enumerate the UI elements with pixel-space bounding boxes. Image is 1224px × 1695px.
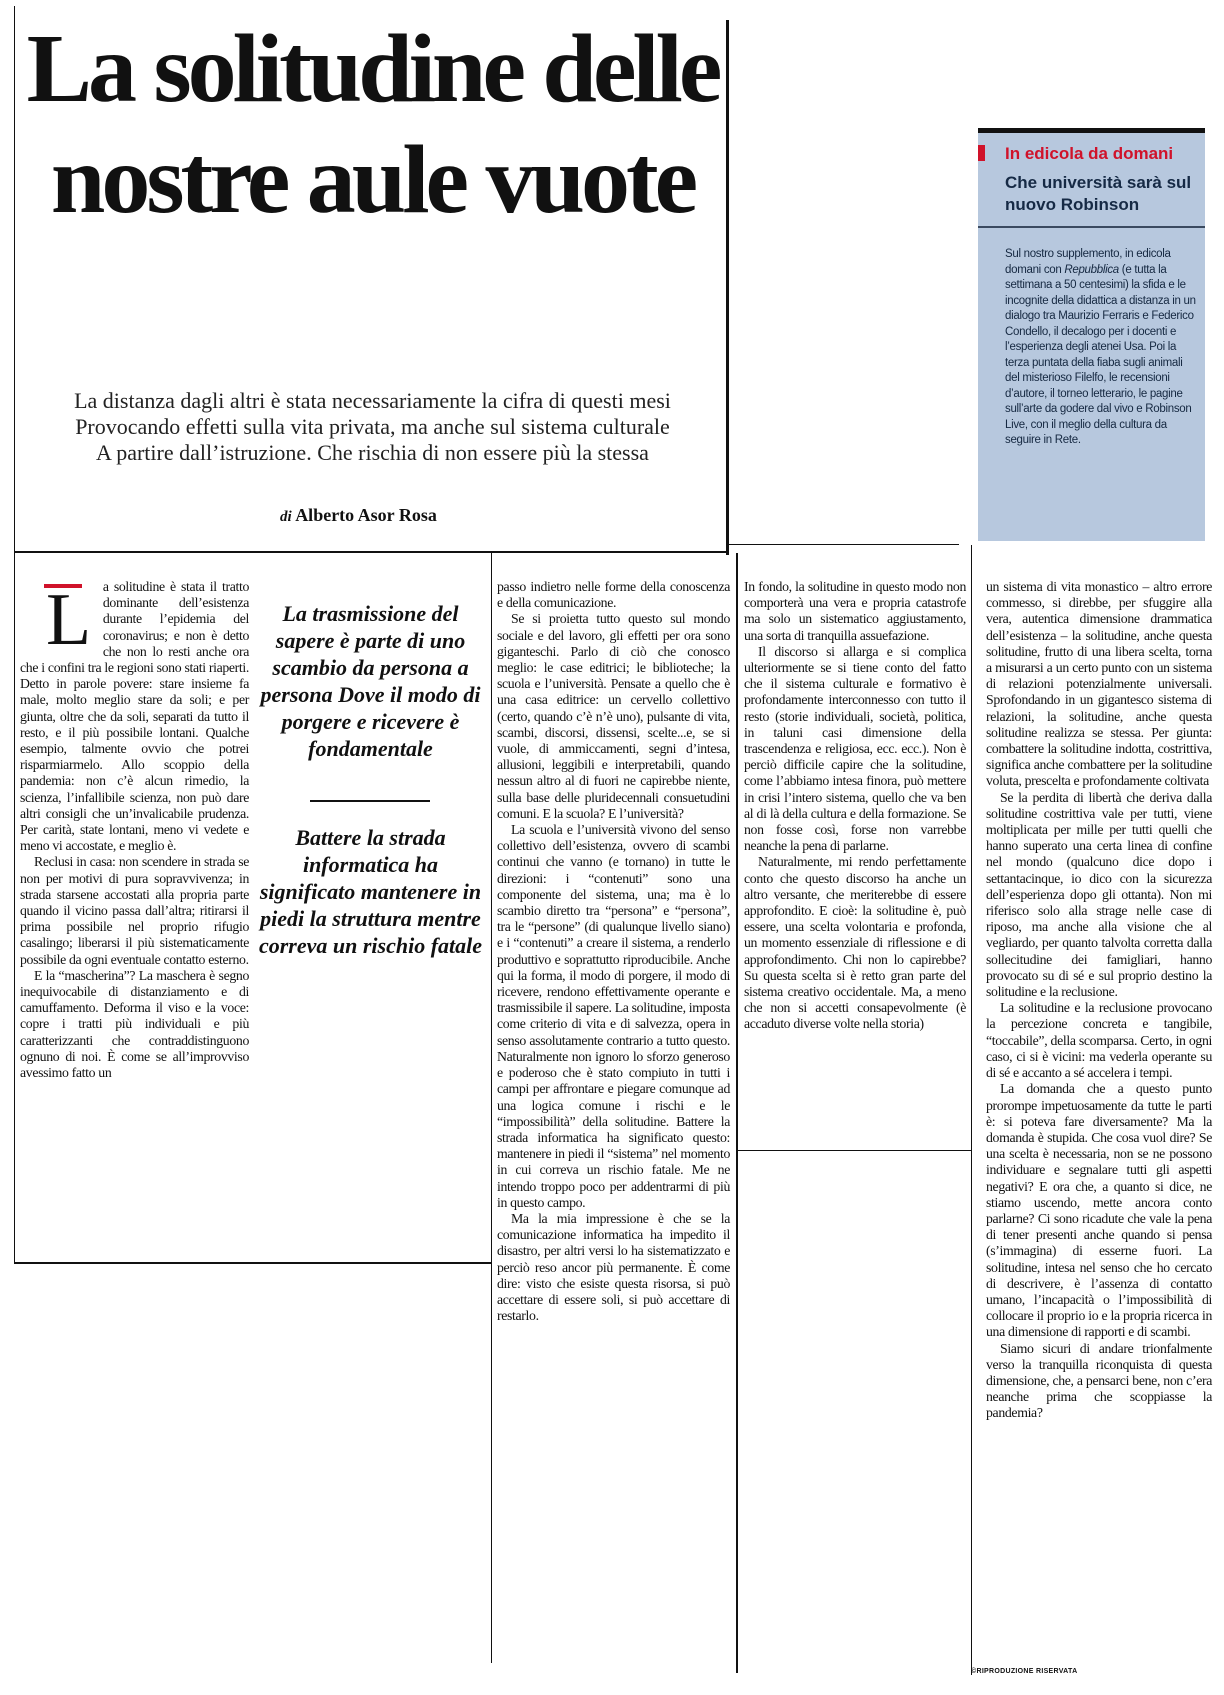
article-title: La solitudine delle nostre aule vuote [26, 15, 719, 234]
col-divider-3 [971, 545, 972, 1675]
article-column-2 [497, 579, 730, 1324]
header-bottom-rule [14, 551, 728, 553]
promo-body-italic: Repubblica [1064, 263, 1119, 276]
robinson-promo-box [978, 128, 1205, 541]
drop-cap: L [46, 579, 91, 661]
article-paragraph: La scuola e l’università vivono del senso collettivo dell’esistenza, ovvero di scambi continui che vanno (e tornano) in tutte le direzioni: i “contenuti” sono una componente del sistema, una; ma è lo scambio diretto tra “persona” e “persona”, tra le “persone” (di qualunque livello siano) e i “contenuti” a creare il sistema, a renderlo produttivo e soprattutto riproducibile. Anche qui la forma, il modo di porgere, il modo di ricevere, rendono effettivamente operante e trasmissibile il sapere. La solitudine, imposta come criterio di vita e di salvezza, opera in senso assolutamente contrario a tutto questo. Naturalmente non ignoro lo sforzo generoso e poderoso che è stato compiuto in tutti i campi per affrontare e piegare comunque ad una logica comune i rischi e le “impossibilità” della solitudine. Battere la strada informatica ha significato questo: mantenere in piedi il “sistema” nel momento in cui correva un rischio fatale. Me ne intendo troppo poco per addentrarmi di più in questo campo. [497, 822, 730, 1210]
article-paragraph: Ma la mia impressione è che se la comunicazione informatica ha impedito il disastro, per altri versi lo ha sistematizzato e perciò reso ancor più permanente. È come dire: visto che esiste questa risorsa, si può accettare di essere soli, si può accettare di restarlo. [497, 1210, 730, 1324]
article-paragraph: Naturalmente, mi rendo perfettamente conto che questo discorso ha anche un altro versante, che meriterebbe di essere approfondito. E cioè: la solitudine è, può essere, una scelta volontaria e profonda, un momento essenziale di riflessione e di approfondimento. Chi non lo capirebbe? Su questa scelta si è retto gran parte del sistema creativo occidentale. Ma, a meno che non si accetti consapevolmente (è accaduto diverse volte nella storia) [744, 854, 966, 1032]
subtitle-line: Provocando effetti sulla vita privata, ma anche sul sistema culturale [75, 414, 670, 439]
article-paragraph: a solitudine è stata il tratto dominante dell’esistenza durante l’epidemia del coronavirus; e non è detto che non lo resti anche ora che i confini tra le regioni sono stati riaperti. Detto in parole povere: stare insieme fa male, molto meglio stare da soli; e per giunta, oltre che da soli, separati da tutto il resto, e il più possibile lontani. Qualche esempio, talmente ovvio che potrei risparmiarmelo. Allo scoppio della pandemia: non c’è alcun rimedio, la scienza, l’infallibile scienza, non può dare altri consigli che un’invalicabile prudenza. Per carità, state lontani, meno vi vedete e meno vi accostate, e meglio è. [20, 579, 249, 854]
promo-red-marker [978, 145, 985, 161]
pull-quote-divider [310, 800, 430, 802]
article-paragraph: Il discorso si allarga e si complica ulteriormente se si tiene conto del fatto che il sistema culturale e formativo è profondamente interconnesso con tutto il resto (storie individuali, società, politica, in taluni casi dimensione della trascendenza e religiosa, ecc. ecc.). Non è perciò difficile capire che la solitudine, come l’abbiamo intesa finora, può mettere in crisi l’intero sistema, quello che va ben al di là della cultura e della formazione. Se non fosse così, forse non varrebbe neanche la pena di parlarne. [744, 643, 966, 854]
article-column-1 [20, 579, 249, 1081]
article-paragraph: Siamo sicuri di andare trionfalmente verso la tranquilla riconquista di questa dimensione, che, a pensarci bene, non c’era neanche prima che scoppiasse la pandemia? [986, 1340, 1212, 1421]
promo-kicker: In edicola da domani [1005, 144, 1174, 163]
article-column-3 [744, 579, 966, 1033]
article-column-4 [986, 579, 1212, 1422]
article-paragraph: In fondo, la solitudine in questo modo non comporterà una vera e propria catastrofe ma solo un sistematico aggiustamento, una sorta di tranquilla assuefazione. [744, 579, 966, 643]
article-paragraph: La domanda che a questo punto prorompe impetuosamente da tutte le parti è: si poteva fare diversamente? Ma la domanda è stupida. Che cosa vuol dire? Se una scelta è necessaria, non se ne possono individuare e segnalare tutti gli aspetti negativi? E ora che, a quanto si dice, ne stiamo uscendo, mette ancora conto parlarne? Ci sono ricadute che vale la pena di tener presenti anche quando si pensa (s’immagina) di esserne fuori. La solitudine, intesa nel senso che ho cercato di descrivere, è l’assenza di contatto umano, l’incapacità o l’impossibilità di collocare il proprio io e la propria ricerca in una dimensione di rapporti e di scambi. [986, 1081, 1212, 1340]
article-paragraph: un sistema di vita monastico – altro errore commesso, si direbbe, per sfuggire alla vera, autentica dimensione drammatica dell’esistenza – la solitudine, anche questa solitudine, frutto di una libera scelta, torna a misurarsi a un certo punto con un sistema di relazioni potenzialmente universali. Sprofondando in un gigantesco sistema di relazioni, la solitudine, anche questa solitudine realizza se stessa. Per giunta: combattere la solitudine indotta, costrittiva, significa anche combattere per la solitudine voluta, prescelta e profondamente coltivata [986, 579, 1212, 789]
article-paragraph: Se si proietta tutto questo sul mondo sociale e del lavoro, gli effetti per ora sono giganteschi. Parlo di ciò che conosco meglio: le case editrici; le biblioteche; la scuola e l’università. Pensate a quello che è una casa editrice: un cervello collettivo (certo, quando c’è n’è uno), pulsante di vita, scambi, discorsi, dissensi, scelte...e, se si vuole, di ammiccamenti, segni d’intesa, allusioni, leggibili e interpretabili, quando nessun altro al di fuori ne capirebbe niente, sulla base delle pluridecennali consuetudini comuni. E la scuola? E l’università? [497, 611, 730, 821]
article-paragraph: passo indietro nelle forme della conoscenza e della comunicazione. [497, 579, 730, 611]
article-paragraph: La solitudine e la reclusione provocano la percezione concreta e tangibile, “toccabile”, della scomparsa. Certo, in ogni caso, ci si è vicini: ma vederla operante su di sé e accanto a sé accelera i tempi. [986, 1000, 1212, 1081]
article-subtitle [20, 388, 725, 466]
col1-bottom-rule [14, 1262, 491, 1264]
article-paragraph: Reclusi in casa: non scendere in strada se non per motivi di pura sopravvivenza; in strada starsene accostati alla propria parte quando il vicino passa dall’altra; ritirarsi il prima possibile nel proprio rifugio casalingo; liberarsi il più sistematicamente possibile da ogni eventuale contatto esterno. [20, 854, 249, 967]
promo-separator [978, 226, 1205, 228]
pull-quote-2: Battere la strada informatica ha significato mantenere in piedi la struttura mentre correva un rischio fatale [258, 825, 483, 958]
pull-quote-1: La trasmissione del sapere è parte di uno scambio da persona a persona Dove il modo di porgere e ricevere è fondamentale [260, 601, 481, 761]
copyright-notice: ©RIPRODUZIONE RISERVATA [971, 1668, 1078, 1675]
col-divider-1 [491, 553, 492, 1663]
promo-body-text: (e tutta la settimana a 50 centesimi) la sfida e le incognite della didattica a distanza in un dialogo tra Maurizio Ferraris e Federico Condello, il decalogo per i docenti e l’esperienza degli atenei Usa. Poi la terza puntata della fiaba sugli animali del misterioso Filelfo, le recensioni d’autore, il torneo letterario, le pagine sull’arte da godere dal vivo e Robinson Live, con il meglio della cultura da seguire in Rete. [1005, 263, 1196, 446]
header-right-rule [726, 20, 729, 555]
header-top-right-rule [729, 544, 959, 545]
col3-bottom-rule [738, 1150, 971, 1151]
article-paragraph: E la “mascherina”? La maschera è segno inequivocabile di distanziamento e di camuffamento. Deforma il viso e la voce: copre i tratti più individuali e più caratterizzanti che contraddistinguono ognuno di noi. È come se all’improvviso avessimo fatto un [20, 967, 249, 1081]
subtitle-line: A partire dall’istruzione. Che rischia di non essere più la stessa [96, 440, 649, 465]
col-divider-2 [736, 553, 738, 1673]
byline-prefix: di [280, 509, 292, 525]
promo-body [1005, 247, 1197, 449]
byline [280, 505, 437, 526]
promo-body-text: Sul nostro supplemento, in edicola domani con [1005, 248, 1171, 276]
subtitle-line: La distanza dagli altri è stata necessariamente la cifra di questi mesi [74, 388, 671, 413]
article-paragraph: Se la perdita di libertà che deriva dalla solitudine costrittiva vale per tutti, viene moltiplicata per mille per tutti quelli che hanno superato una certa linea di confine nel mondo (qualcuno dice dopo i settantacinque, io dico con la sicurezza dell’esperienza dopo gli ottanta). Non mi riferisco solo alla strage nelle case di riposo, ma anche alla visione che al vegliardo, per quanto talvolta corretta dalla sollecitudine dei famigliari, hanno provocato su di sé e sul proprio destino la solitudine e la reclusione. [986, 789, 1212, 1000]
byline-author: Alberto Asor Rosa [295, 505, 437, 525]
promo-title: Che università sarà sul nuovo Robinson [1005, 173, 1192, 214]
col1-left-rule [14, 553, 15, 1262]
header-left-rule [14, 6, 15, 552]
